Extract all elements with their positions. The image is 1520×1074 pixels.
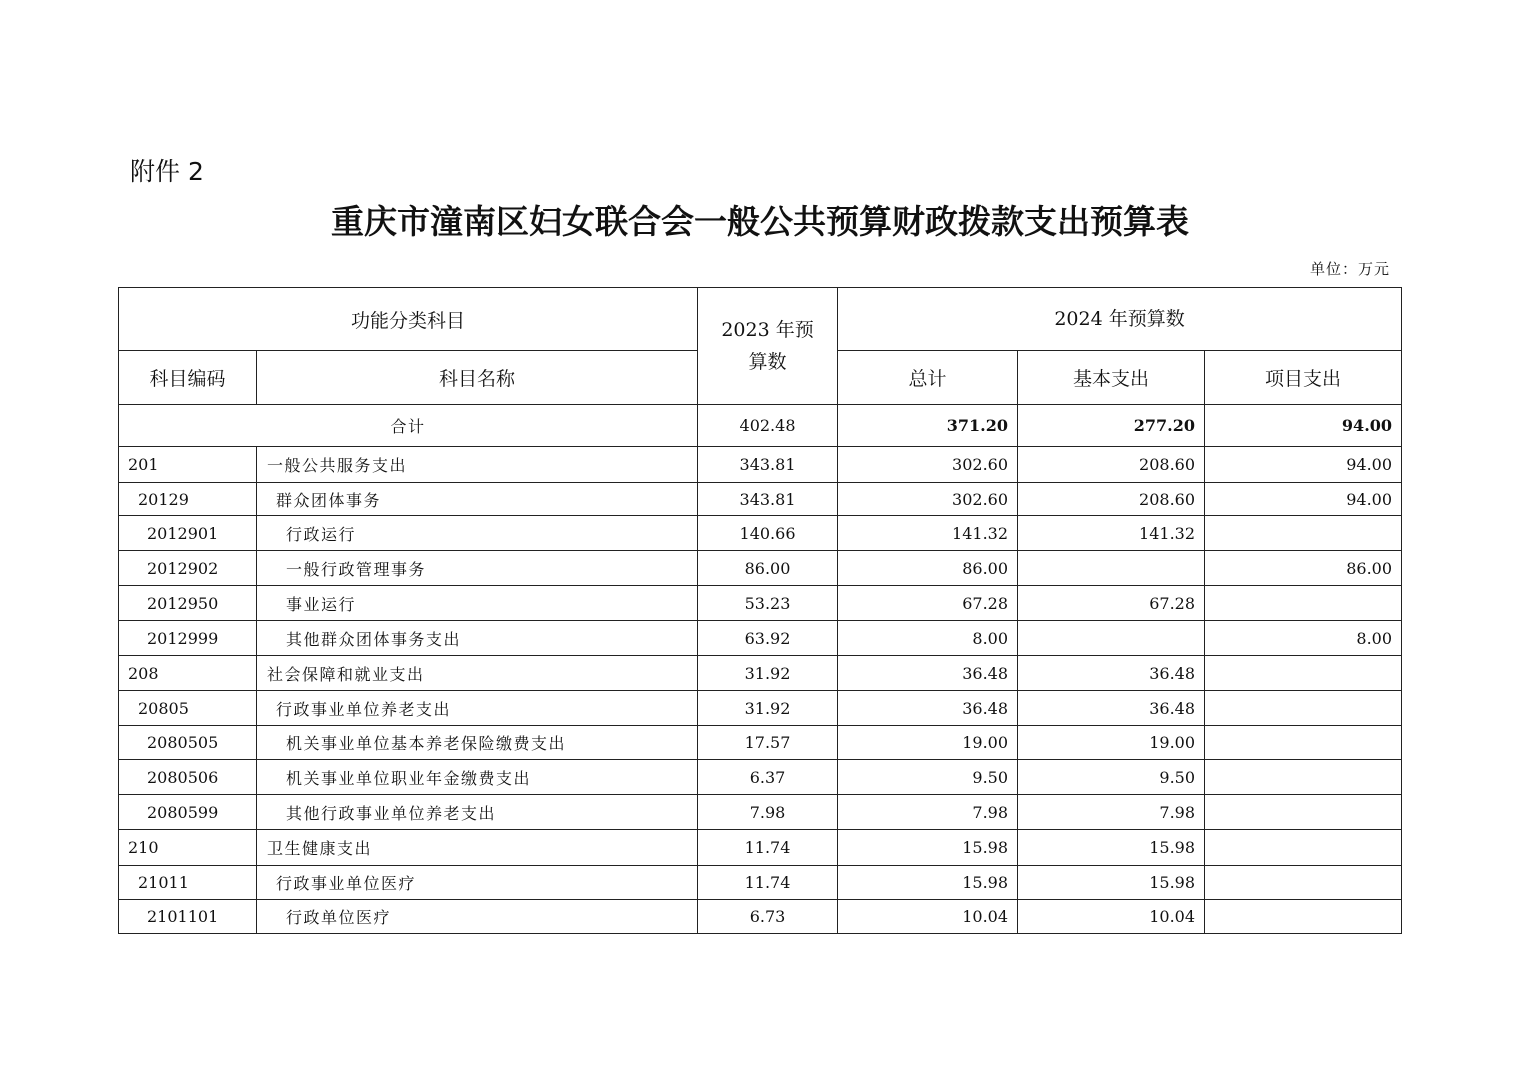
table-row xyxy=(119,760,1402,795)
row-total: 15.98 xyxy=(838,866,1018,900)
table-row xyxy=(119,586,1402,621)
row-project xyxy=(1205,866,1402,900)
row-name: 行政运行 xyxy=(257,516,698,551)
row-total: 9.50 xyxy=(838,760,1018,795)
row-code: 201 xyxy=(119,447,257,483)
row-basic: 15.98 xyxy=(1018,866,1205,900)
table-row xyxy=(119,483,1402,516)
row-name: 其他群众团体事务支出 xyxy=(257,621,698,656)
table-row xyxy=(119,551,1402,586)
row-project xyxy=(1205,760,1402,795)
row-budget-2023: 7.98 xyxy=(698,795,838,830)
row-budget-2023: 31.92 xyxy=(698,691,838,726)
row-project: 8.00 xyxy=(1205,621,1402,656)
header-total: 总计 xyxy=(838,351,1018,405)
table-row xyxy=(119,656,1402,691)
row-total: 10.04 xyxy=(838,900,1018,934)
total-row xyxy=(119,405,1402,447)
row-name: 行政单位医疗 xyxy=(257,900,698,934)
row-code: 21011 xyxy=(119,866,257,900)
row-project xyxy=(1205,726,1402,760)
row-project: 86.00 xyxy=(1205,551,1402,586)
row-total: 7.98 xyxy=(838,795,1018,830)
row-project: 94.00 xyxy=(1205,483,1402,516)
row-total: 19.00 xyxy=(838,726,1018,760)
row-code: 2080506 xyxy=(119,760,257,795)
row-name: 其他行政事业单位养老支出 xyxy=(257,795,698,830)
header-basic: 基本支出 xyxy=(1018,351,1205,405)
header-budget-2023: 2023 年预算数 xyxy=(698,288,838,405)
table-row xyxy=(119,900,1402,934)
table-row xyxy=(119,795,1402,830)
document-title: 重庆市潼南区妇女联合会一般公共预算财政拨款支出预算表 xyxy=(331,202,1189,241)
table-row xyxy=(119,866,1402,900)
row-project xyxy=(1205,900,1402,934)
row-budget-2023: 31.92 xyxy=(698,656,838,691)
row-budget-2023: 343.81 xyxy=(698,483,838,516)
row-name: 群众团体事务 xyxy=(257,483,698,516)
row-name: 行政事业单位医疗 xyxy=(257,866,698,900)
row-code: 208 xyxy=(119,656,257,691)
total-budget-2023: 402.48 xyxy=(698,405,838,447)
row-project xyxy=(1205,586,1402,621)
row-budget-2023: 6.37 xyxy=(698,760,838,795)
row-budget-2023: 63.92 xyxy=(698,621,838,656)
row-basic: 19.00 xyxy=(1018,726,1205,760)
table-row xyxy=(119,830,1402,866)
row-basic: 10.04 xyxy=(1018,900,1205,934)
row-total: 36.48 xyxy=(838,656,1018,691)
header-name: 科目名称 xyxy=(257,351,698,405)
row-budget-2023: 11.74 xyxy=(698,830,838,866)
row-code: 2080599 xyxy=(119,795,257,830)
row-budget-2023: 53.23 xyxy=(698,586,838,621)
row-code: 210 xyxy=(119,830,257,866)
row-code: 2012950 xyxy=(119,586,257,621)
row-basic: 15.98 xyxy=(1018,830,1205,866)
row-project xyxy=(1205,830,1402,866)
row-basic: 36.48 xyxy=(1018,691,1205,726)
row-budget-2023: 140.66 xyxy=(698,516,838,551)
budget-table xyxy=(118,287,1402,934)
row-name: 一般行政管理事务 xyxy=(257,551,698,586)
row-project xyxy=(1205,656,1402,691)
row-name: 事业运行 xyxy=(257,586,698,621)
total-label: 合计 xyxy=(119,405,698,447)
row-code: 20129 xyxy=(119,483,257,516)
row-basic: 7.98 xyxy=(1018,795,1205,830)
row-basic: 208.60 xyxy=(1018,483,1205,516)
header-project: 项目支出 xyxy=(1205,351,1402,405)
row-total: 302.60 xyxy=(838,483,1018,516)
row-budget-2023: 343.81 xyxy=(698,447,838,483)
row-budget-2023: 11.74 xyxy=(698,866,838,900)
row-total: 141.32 xyxy=(838,516,1018,551)
row-code: 20805 xyxy=(119,691,257,726)
table-row xyxy=(119,691,1402,726)
header-code: 科目编码 xyxy=(119,351,257,405)
row-code: 2080505 xyxy=(119,726,257,760)
row-name: 一般公共服务支出 xyxy=(257,447,698,483)
total-project: 94.00 xyxy=(1205,405,1402,447)
row-basic xyxy=(1018,621,1205,656)
row-basic xyxy=(1018,551,1205,586)
row-project xyxy=(1205,691,1402,726)
row-name: 行政事业单位养老支出 xyxy=(257,691,698,726)
row-code: 2101101 xyxy=(119,900,257,934)
total-basic: 277.20 xyxy=(1018,405,1205,447)
attachment-label: 附件 2 xyxy=(130,157,204,186)
row-total: 302.60 xyxy=(838,447,1018,483)
table-row xyxy=(119,447,1402,483)
table-row xyxy=(119,621,1402,656)
row-total: 67.28 xyxy=(838,586,1018,621)
row-code: 2012902 xyxy=(119,551,257,586)
row-name: 机关事业单位基本养老保险缴费支出 xyxy=(257,726,698,760)
table-row xyxy=(119,516,1402,551)
row-basic: 36.48 xyxy=(1018,656,1205,691)
table-row xyxy=(119,726,1402,760)
row-name: 机关事业单位职业年金缴费支出 xyxy=(257,760,698,795)
row-code: 2012999 xyxy=(119,621,257,656)
total-total: 371.20 xyxy=(838,405,1018,447)
row-budget-2023: 6.73 xyxy=(698,900,838,934)
row-project xyxy=(1205,516,1402,551)
header-row-1 xyxy=(119,288,1402,351)
row-basic: 67.28 xyxy=(1018,586,1205,621)
header-budget-2024: 2024 年预算数 xyxy=(838,288,1402,351)
row-basic: 9.50 xyxy=(1018,760,1205,795)
row-total: 86.00 xyxy=(838,551,1018,586)
unit-label: 单位：万元 xyxy=(1309,260,1390,278)
row-total: 8.00 xyxy=(838,621,1018,656)
row-basic: 208.60 xyxy=(1018,447,1205,483)
row-budget-2023: 17.57 xyxy=(698,726,838,760)
row-total: 36.48 xyxy=(838,691,1018,726)
row-name: 卫生健康支出 xyxy=(257,830,698,866)
row-project: 94.00 xyxy=(1205,447,1402,483)
header-function-class: 功能分类科目 xyxy=(119,288,698,351)
row-basic: 141.32 xyxy=(1018,516,1205,551)
row-total: 15.98 xyxy=(838,830,1018,866)
row-name: 社会保障和就业支出 xyxy=(257,656,698,691)
row-budget-2023: 86.00 xyxy=(698,551,838,586)
row-project xyxy=(1205,795,1402,830)
row-code: 2012901 xyxy=(119,516,257,551)
